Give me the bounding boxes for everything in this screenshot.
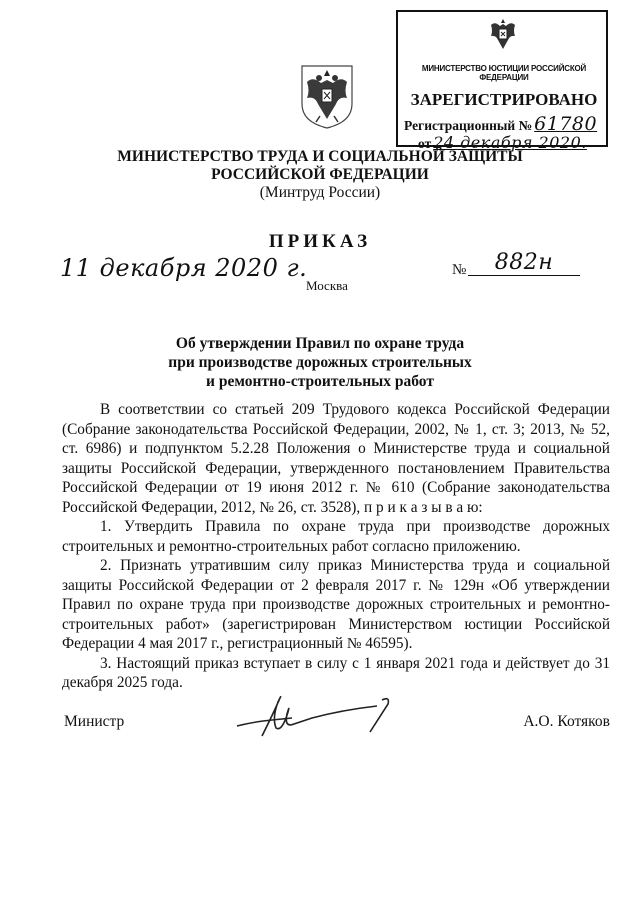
signature-block (64, 710, 610, 750)
subject-line: при производстве дорожных строительных (168, 354, 472, 371)
ministry-title-line: МИНИСТЕРСТВО ТРУДА И СОЦИАЛЬНОЙ ЗАЩИТЫ (117, 148, 523, 165)
stamp-reg-number: 61780 (534, 113, 598, 135)
coat-of-arms-icon (298, 64, 356, 130)
order-number-label: № (452, 262, 467, 278)
stamp-registration-line (404, 113, 597, 135)
body-paragraph-intro: В соответствии со статьей 209 Трудового кодекса Российской Федерации (Собрание законодательства Российской Федерации, 2002, № 1, ст. 3; 2013, № 52, ст. 6986) и подпунктом 5.2.28 Положения о Министерстве труда и социальной защиты Российской Федерации, утвержденного постановлением Правительства Российской Федерации от 19 июня 2012 г. № 610 (Собрание законодательства Российской Федерации, 2012, № 26, ст. 3528), п р и к а з ы в а ю: (62, 401, 610, 516)
handwritten-signature (232, 692, 412, 744)
stamp-reg-date: 24 декабря 2020. (433, 133, 587, 152)
signatory-position: Министр (64, 713, 125, 730)
signatory-name: А.О. Котяков (523, 713, 610, 730)
ministry-short-name: (Минтруд России) (259, 184, 381, 201)
coat-of-arms-icon (486, 16, 520, 54)
order-date: 11 декабря 2020 г. (60, 254, 308, 282)
stamp-reg-label: Регистрационный № (404, 118, 533, 133)
body-paragraph-item-1: 1. Утвердить Правила по охране труда при производстве дорожных строительных и ремонтно-строительных работ согласно приложению. (62, 518, 610, 555)
order-number: 882н (468, 250, 580, 276)
stamp-registered: ЗАРЕГИСТРИРОВАНО (410, 90, 598, 109)
body-paragraph-item-2: 2. Признать утратившим силу приказ Министерства труда и социальной защиты Российской Федерации от 2 февраля 2017 г. № 129н «Об утверждении Правил по охране труда при производстве дорожных строительных и ремонтно-строительных работ» (зарегистрирован Министерством юстиции Российской Федерации 4 мая 2017 г., регистрационный № 46595). (62, 557, 610, 652)
order-body (62, 400, 610, 693)
registration-stamp (396, 10, 608, 152)
subject-line: Об утверждении Правил по охране труда (175, 335, 465, 352)
order-city: Москва (306, 278, 348, 293)
body-paragraph-item-3: 3. Настоящий приказ вступает в силу с 1 января 2021 года и действует до 31 декабря 2025 года. (62, 654, 610, 691)
ministry-title (0, 148, 640, 184)
subject-line: и ремонтно-строительных работ (206, 373, 434, 390)
order-title: ПРИКАЗ (268, 231, 372, 252)
stamp-ministry: МИНИСТЕРСТВО ЮСТИЦИИ РОССИЙСКОЙ ФЕДЕРАЦИИ (421, 64, 587, 82)
ministry-title-line: РОССИЙСКОЙ ФЕДЕРАЦИИ (211, 166, 429, 183)
stamp-date-label: от (418, 136, 432, 151)
order-subject (0, 334, 640, 391)
